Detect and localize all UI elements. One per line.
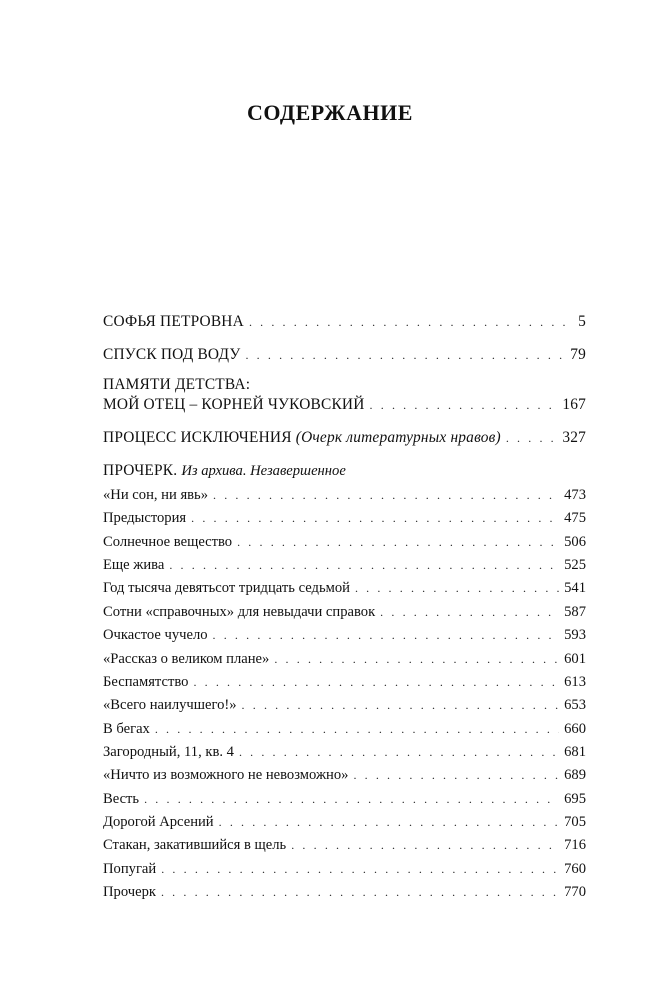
dot-leader	[237, 533, 559, 551]
toc-entry-title: Стакан, закатившийся в щель	[103, 837, 287, 854]
toc-entry-title: Попугай	[103, 860, 157, 877]
toc-page-number: 681	[564, 743, 586, 760]
toc-page-number: 601	[564, 650, 586, 667]
toc-page-number: 587	[564, 603, 586, 620]
toc-entry-title: МОЙ ОТЕЦ – КОРНЕЙ ЧУКОВСКИЙ	[103, 396, 365, 413]
toc-entry-title: Год тысяча девятьсот тридцать седьмой	[103, 580, 350, 597]
toc-entry-title: Дорогой Арсений	[103, 813, 214, 830]
toc-page-number: 593	[564, 627, 586, 644]
toc-entry-title: «Ничто из возможного не невозможно»	[103, 767, 349, 784]
toc-page-number: 716	[564, 837, 586, 854]
dot-leader	[191, 509, 559, 527]
toc-chapter-row[interactable]	[103, 720, 586, 738]
toc-section-pamyati-detstva-line1: ПАМЯТИ ДЕТСТВА:	[103, 376, 251, 393]
toc-page-number: 760	[564, 860, 586, 877]
toc-page-number: 525	[564, 557, 586, 573]
toc-entry-title: Предыстория	[103, 510, 187, 527]
toc-section-pamyati-detstva[interactable]	[103, 396, 586, 414]
toc-chapter-row[interactable]	[103, 813, 586, 831]
toc-chapter-row[interactable]	[103, 579, 586, 597]
toc-section-procherk	[103, 462, 346, 480]
toc-entry-title: «Ни сон, ни явь»	[103, 487, 208, 503]
toc-page-number: 327	[562, 429, 586, 446]
dot-leader	[506, 429, 557, 447]
dot-leader	[242, 696, 560, 714]
toc-page-number: 660	[564, 720, 586, 737]
dot-leader	[155, 720, 559, 738]
toc-page-number: 653	[564, 697, 586, 714]
toc-chapter-row[interactable]	[103, 650, 586, 668]
dot-leader	[193, 673, 559, 691]
dot-leader	[249, 313, 573, 331]
toc-entry-title: Загородный, 11, кв. 4	[103, 743, 234, 760]
dot-leader	[370, 396, 558, 414]
toc-entry-title: ПРОЧЕРК.	[103, 462, 178, 479]
toc-entry-subtitle: Из архива. Незавершенное	[181, 463, 346, 479]
toc-chapter-row[interactable]	[103, 556, 586, 574]
toc-page-number: 79	[570, 346, 586, 363]
toc-chapter-row[interactable]	[103, 696, 586, 714]
toc-entry-title: Еще жива	[103, 557, 165, 573]
toc-entry-title: ПРОЦЕСС ИСКЛЮЧЕНИЯ (Очерк литературных нравов)	[103, 429, 501, 446]
dot-leader	[213, 486, 559, 504]
toc-page-number: 613	[564, 673, 586, 690]
dot-leader	[245, 346, 565, 364]
toc-page-number: 770	[564, 884, 586, 900]
toc-section-spusk-pod-vodu[interactable]	[103, 346, 586, 364]
toc-chapter-row[interactable]	[103, 766, 586, 784]
dot-leader	[169, 556, 559, 574]
toc-entry-title: Беспамятство	[103, 673, 189, 690]
dot-leader	[239, 743, 559, 761]
toc-page-number: 705	[564, 813, 586, 830]
dot-leader	[144, 790, 559, 808]
toc-page-number: 167	[562, 396, 586, 413]
toc-chapter-row[interactable]	[103, 673, 586, 691]
toc-page-number: 5	[578, 313, 586, 330]
toc-entry-title: СОФЬЯ ПЕТРОВНА	[103, 313, 244, 330]
toc-entry-title: В бегах	[103, 720, 150, 737]
dot-leader	[274, 650, 559, 668]
toc-page-number: 473	[564, 487, 586, 503]
toc-page-number: 689	[564, 767, 586, 784]
toc-entry-title: Прочерк	[103, 884, 156, 900]
toc-chapter-row[interactable]	[103, 883, 586, 901]
page-title: СОДЕРЖАНИЕ	[247, 100, 413, 125]
dot-leader	[161, 860, 559, 878]
toc-chapter-row[interactable]	[103, 486, 586, 504]
dot-leader	[380, 603, 559, 621]
toc-entry-title: «Всего наилучшего!»	[103, 697, 237, 714]
toc-entry-title: Солнечное вещество	[103, 533, 233, 550]
toc-chapter-row[interactable]	[103, 860, 586, 878]
dot-leader	[213, 626, 560, 644]
toc-chapter-row[interactable]	[103, 743, 586, 761]
toc-page-number: 541	[564, 580, 586, 597]
toc-section-protsess-isklyucheniya[interactable]	[103, 429, 586, 447]
toc-entry-title: СПУСК ПОД ВОДУ	[103, 346, 241, 363]
toc-chapter-row[interactable]	[103, 836, 586, 854]
toc-entry-title: Очкастое чучело	[103, 627, 208, 644]
toc-chapter-row[interactable]	[103, 790, 586, 808]
dot-leader	[161, 883, 559, 901]
dot-leader	[219, 813, 559, 831]
dot-leader	[291, 836, 559, 854]
dot-leader	[355, 579, 559, 597]
toc-chapter-row[interactable]	[103, 603, 586, 621]
toc-section-sofya-petrovna[interactable]	[103, 313, 586, 331]
toc-entry-title: Весть	[103, 790, 140, 807]
toc-chapter-row[interactable]	[103, 626, 586, 644]
toc-page-number: 695	[564, 790, 586, 807]
dot-leader	[353, 766, 559, 784]
toc-chapter-row[interactable]	[103, 509, 586, 527]
toc-entry-subtitle: (Очерк литературных нравов)	[295, 429, 501, 446]
toc-page-number: 506	[564, 533, 586, 550]
toc-page-number: 475	[564, 510, 586, 527]
toc-entry-title: «Рассказ о великом плане»	[103, 650, 270, 667]
toc-chapter-row[interactable]	[103, 533, 586, 551]
toc-entry-title: Сотни «справочных» для невыдачи справок	[103, 603, 376, 620]
